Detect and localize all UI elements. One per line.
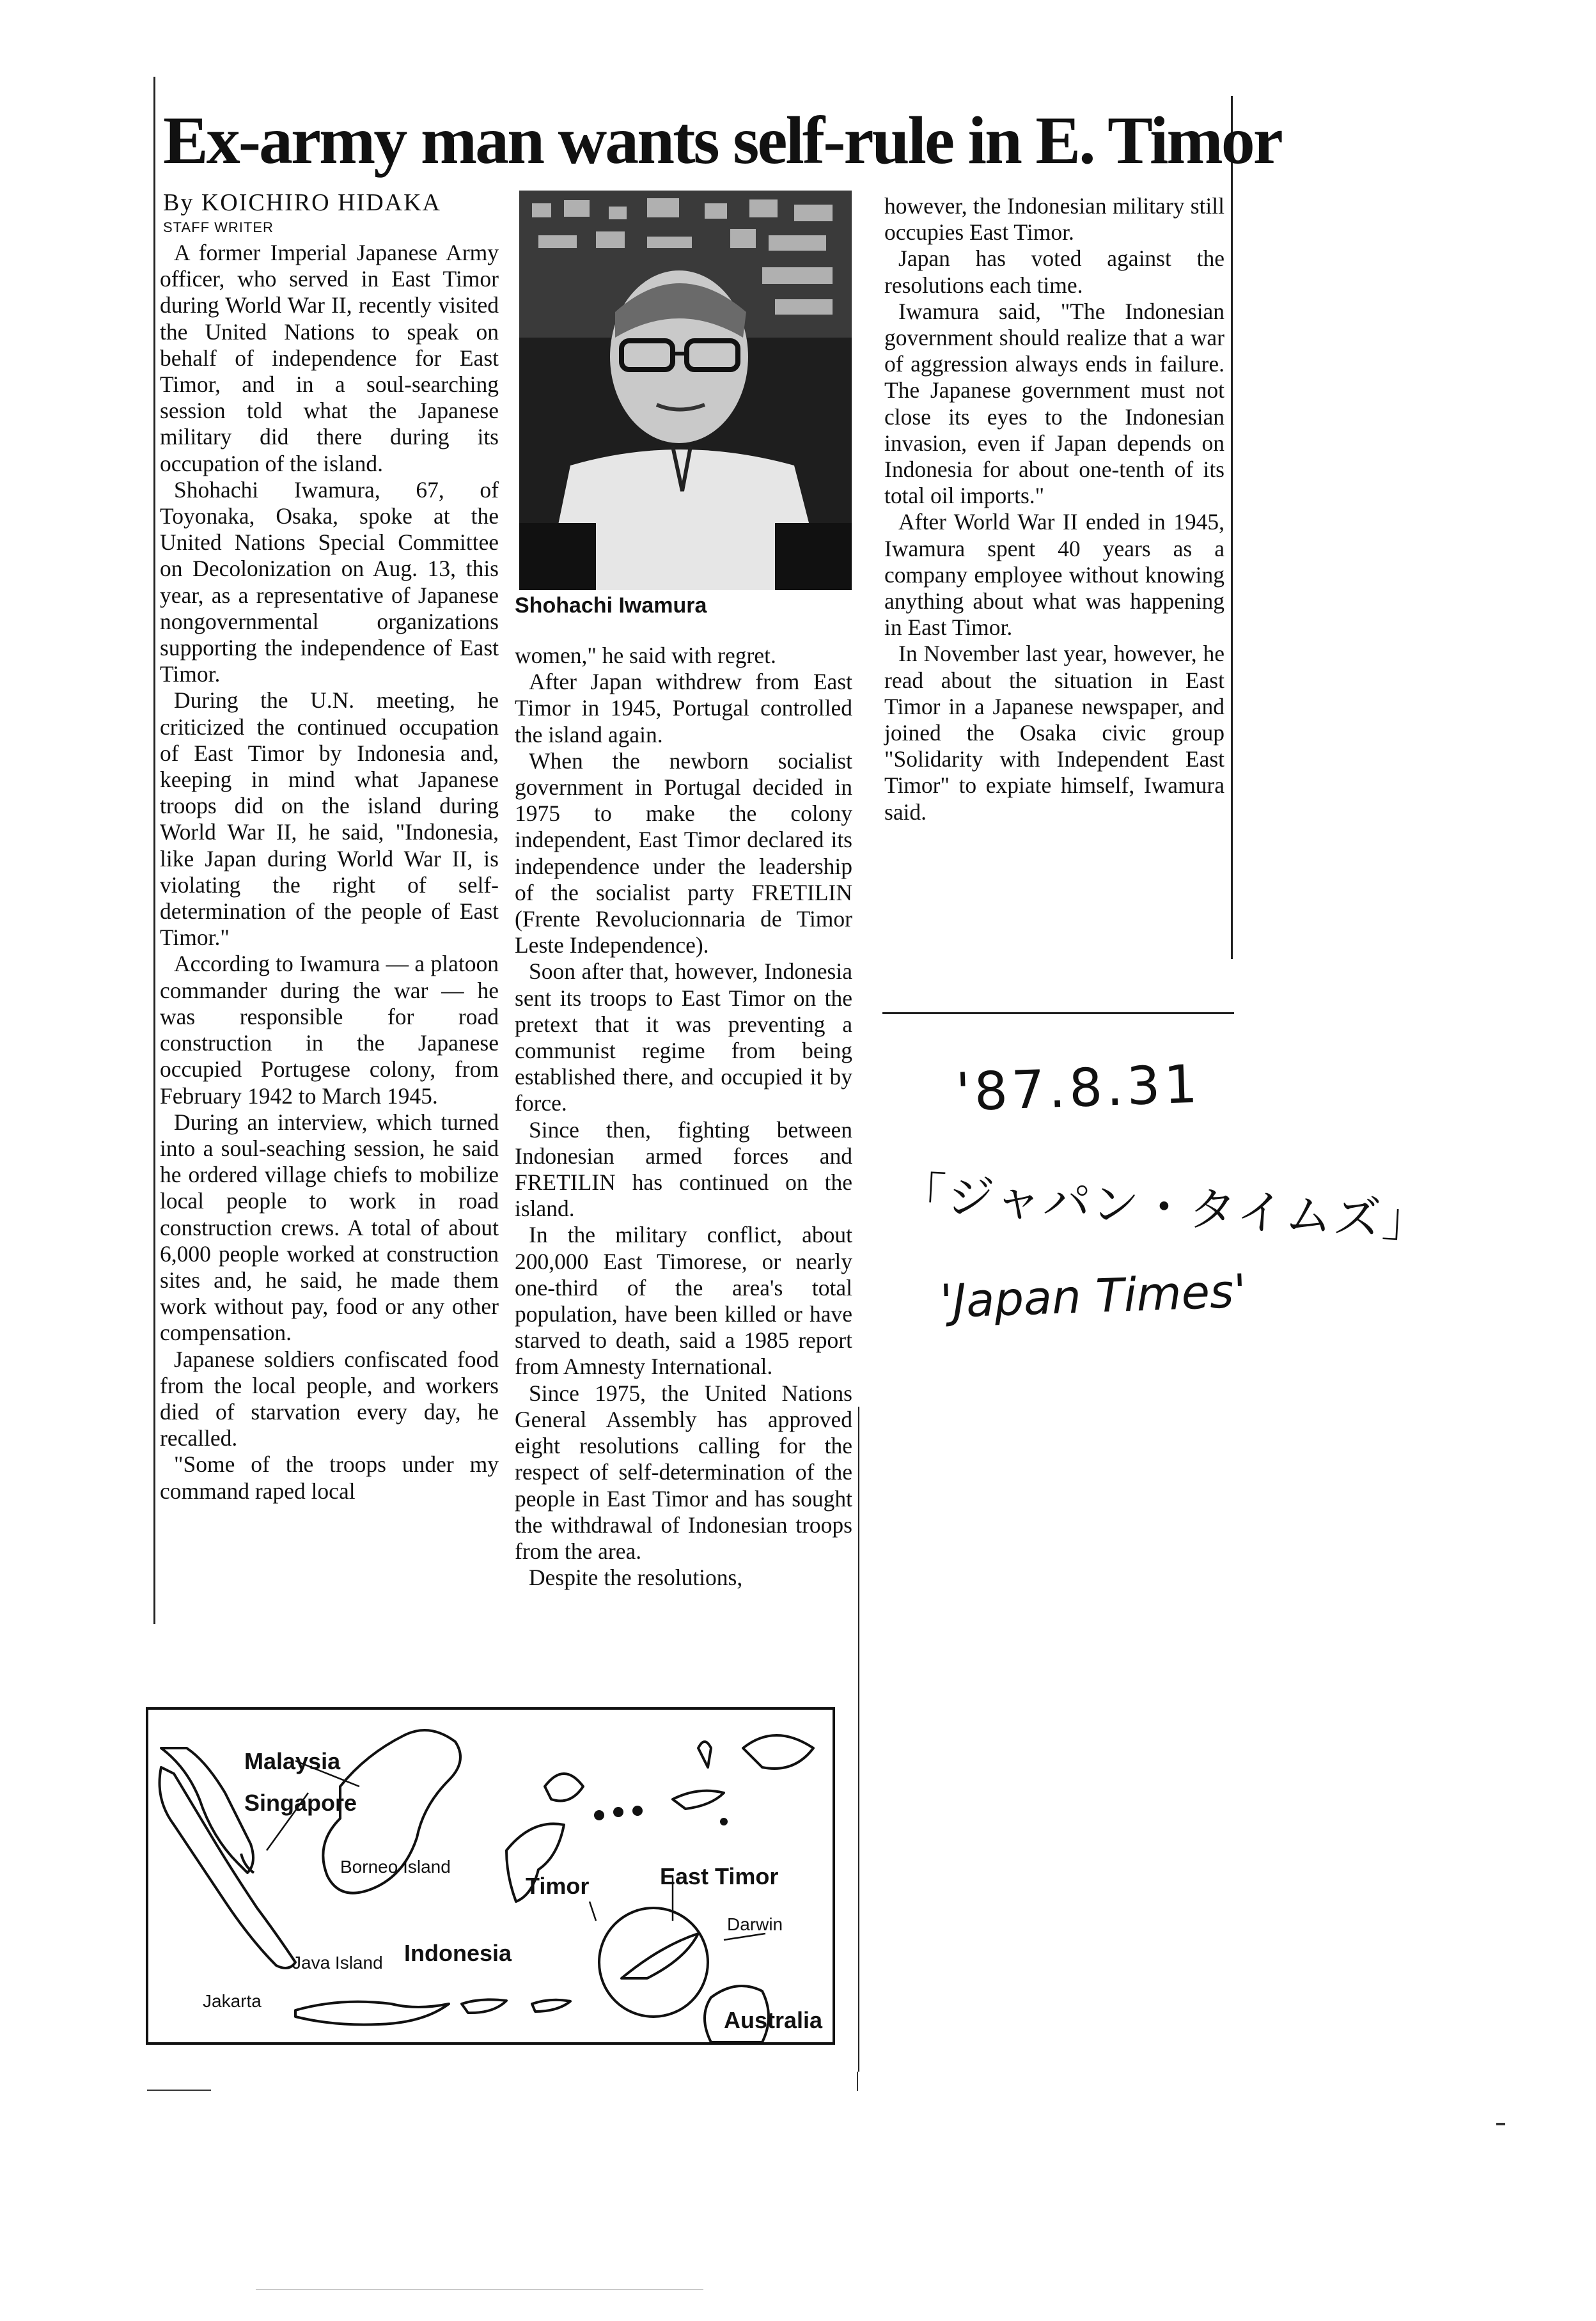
byline: By KOICHIRO HIDAKA <box>163 189 441 216</box>
map-label-jakarta: Jakarta <box>203 1991 262 2011</box>
paragraph: In November last year, however, he read about the situation in East Timor in a Japanese newspaper, and joined the Osaka civic group "Solidarity with Independent East Timor" to expiate himself, Iwamura said. <box>884 641 1224 825</box>
right-margin-rule <box>1231 96 1233 959</box>
paragraph: After World War II ended in 1945, Iwamura spent 40 years as a company employee without knowing anything about what was happening in East Timor. <box>884 509 1224 641</box>
paragraph: In the military conflict, about 200,000 East Timorese, or nearly one-third of the area's total population, have been killed or have starved to death, said a 1985 report from Amnesty International. <box>515 1222 852 1380</box>
column-divider-rule <box>858 1407 859 2072</box>
scan-mark <box>1496 2123 1505 2125</box>
paragraph: According to Iwamura — a platoon commander during the war — he was responsible for road construction in the Japanese occupied Portugese colony, from February 1942 to March 1945. <box>160 951 499 1109</box>
handwritten-japanese-title: 「ジャパン・タイムズ」 <box>897 1166 1432 1249</box>
portrait-image <box>519 191 852 590</box>
paragraph: "Some of the troops under my command raped local <box>160 1451 499 1504</box>
region-map <box>146 1707 835 2045</box>
paragraph: Since then, fighting between Indonesian armed forces and FRETILIN has continued on the island. <box>515 1116 852 1222</box>
map-label-indonesia: Indonesia <box>404 1940 512 1966</box>
map-label-malaysia: Malaysia <box>244 1748 341 1774</box>
headline: Ex-army man wants self-rule in E. Timor <box>163 103 1281 178</box>
map-label-singapore: Singapore <box>244 1790 357 1816</box>
handwritten-english-title: 'Japan Times' <box>939 1263 1248 1329</box>
paragraph: During the U.N. meeting, he criticized the continued occupation of East Timor by Indonesia and, keeping in mind what Japanese troops did on the island during World War II, he said, "Indonesia, like Japan during World War II, is violating the right of self-determination of the people of East Timor." <box>160 687 499 951</box>
paragraph: Japanese soldiers confiscated food from the local people, and workers died of starvation every day, he recalled. <box>160 1346 499 1451</box>
paragraph: During an interview, which turned into a soul-seaching session, he said he ordered village chiefs to mobilize local people to work in road construction crews. A total of about 6,000 people worked at construction sites and, he said, he made them work without pay, food or any other compensation. <box>160 1109 499 1346</box>
map-label-east-timor: East Timor <box>660 1863 779 1889</box>
paragraph: Since 1975, the United Nations General Assembly has approved eight resolutions calling for the respect of self-determination of the people in East Timor and has sought the withdrawal of Indonesian troops from the area. <box>515 1380 852 1564</box>
map-label-darwin: Darwin <box>727 1914 783 1934</box>
paragraph: Soon after that, however, Indonesia sent its troops to East Timor on the pretext that it was preventing a communist regime from being established there, and occupied it by force. <box>515 958 852 1116</box>
article-column-1 <box>160 240 499 1504</box>
portrait-photo <box>519 191 852 590</box>
paragraph: A former Imperial Japanese Army officer, who served in East Timor during World War II, recently visited the United Nations to speak on behalf of independence for East Timor, and in a soul-searching session told what the Japanese military did there during its occupation of the island. <box>160 240 499 476</box>
map-label-java: Java Island <box>292 1953 383 1973</box>
map-label-borneo: Borneo Island <box>340 1857 451 1877</box>
paragraph: Iwamura said, "The Indonesian government should realize that a war of aggression always ends in failure. The Japanese government must not close its eyes to the Indonesian invasion, even if Japan depends on Indonesia for about one-tenth of its total oil imports." <box>884 298 1224 509</box>
paragraph: Despite the resolutions, <box>529 1565 743 1591</box>
photo-caption: Shohachi Iwamura <box>515 593 707 618</box>
article-column-3 <box>884 193 1224 825</box>
handwritten-date: '87.8.31 <box>955 1054 1203 1123</box>
paragraph: however, the Indonesian military still occupies East Timor. <box>884 193 1224 246</box>
paragraph: When the newborn socialist government in Portugal decided in 1975 to make the colony independent, East Timor declared its independence under the leadership of the socialist party FRETILIN (Frente Revolucionnaria de Timor Leste Independence). <box>515 747 852 958</box>
paragraph: After Japan withdrew from East Timor in 1945, Portugal controlled the island again. <box>515 669 852 747</box>
paragraph: Shohachi Iwamura, 67, of Toyonaka, Osaka, spoke at the United Nations Special Committee on Decolonization on Aug. 13, this year, as a representative of Japanese nongovernmental organizations supporting the independence of East Timor. <box>160 476 499 687</box>
scan-mark <box>857 2072 858 2091</box>
left-margin-rule <box>153 77 155 1624</box>
scan-mark <box>147 2090 211 2091</box>
map-label-australia: Australia <box>724 2007 823 2033</box>
section-divider <box>882 1012 1234 1014</box>
paragraph: women," he said with regret. <box>515 643 776 668</box>
byline-role: STAFF WRITER <box>163 219 274 235</box>
scan-mark <box>256 2289 703 2290</box>
map-label-timor: Timor <box>526 1873 590 1899</box>
article-column-2 <box>515 643 852 1591</box>
paragraph: Japan has voted against the resolutions each time. <box>884 246 1224 298</box>
